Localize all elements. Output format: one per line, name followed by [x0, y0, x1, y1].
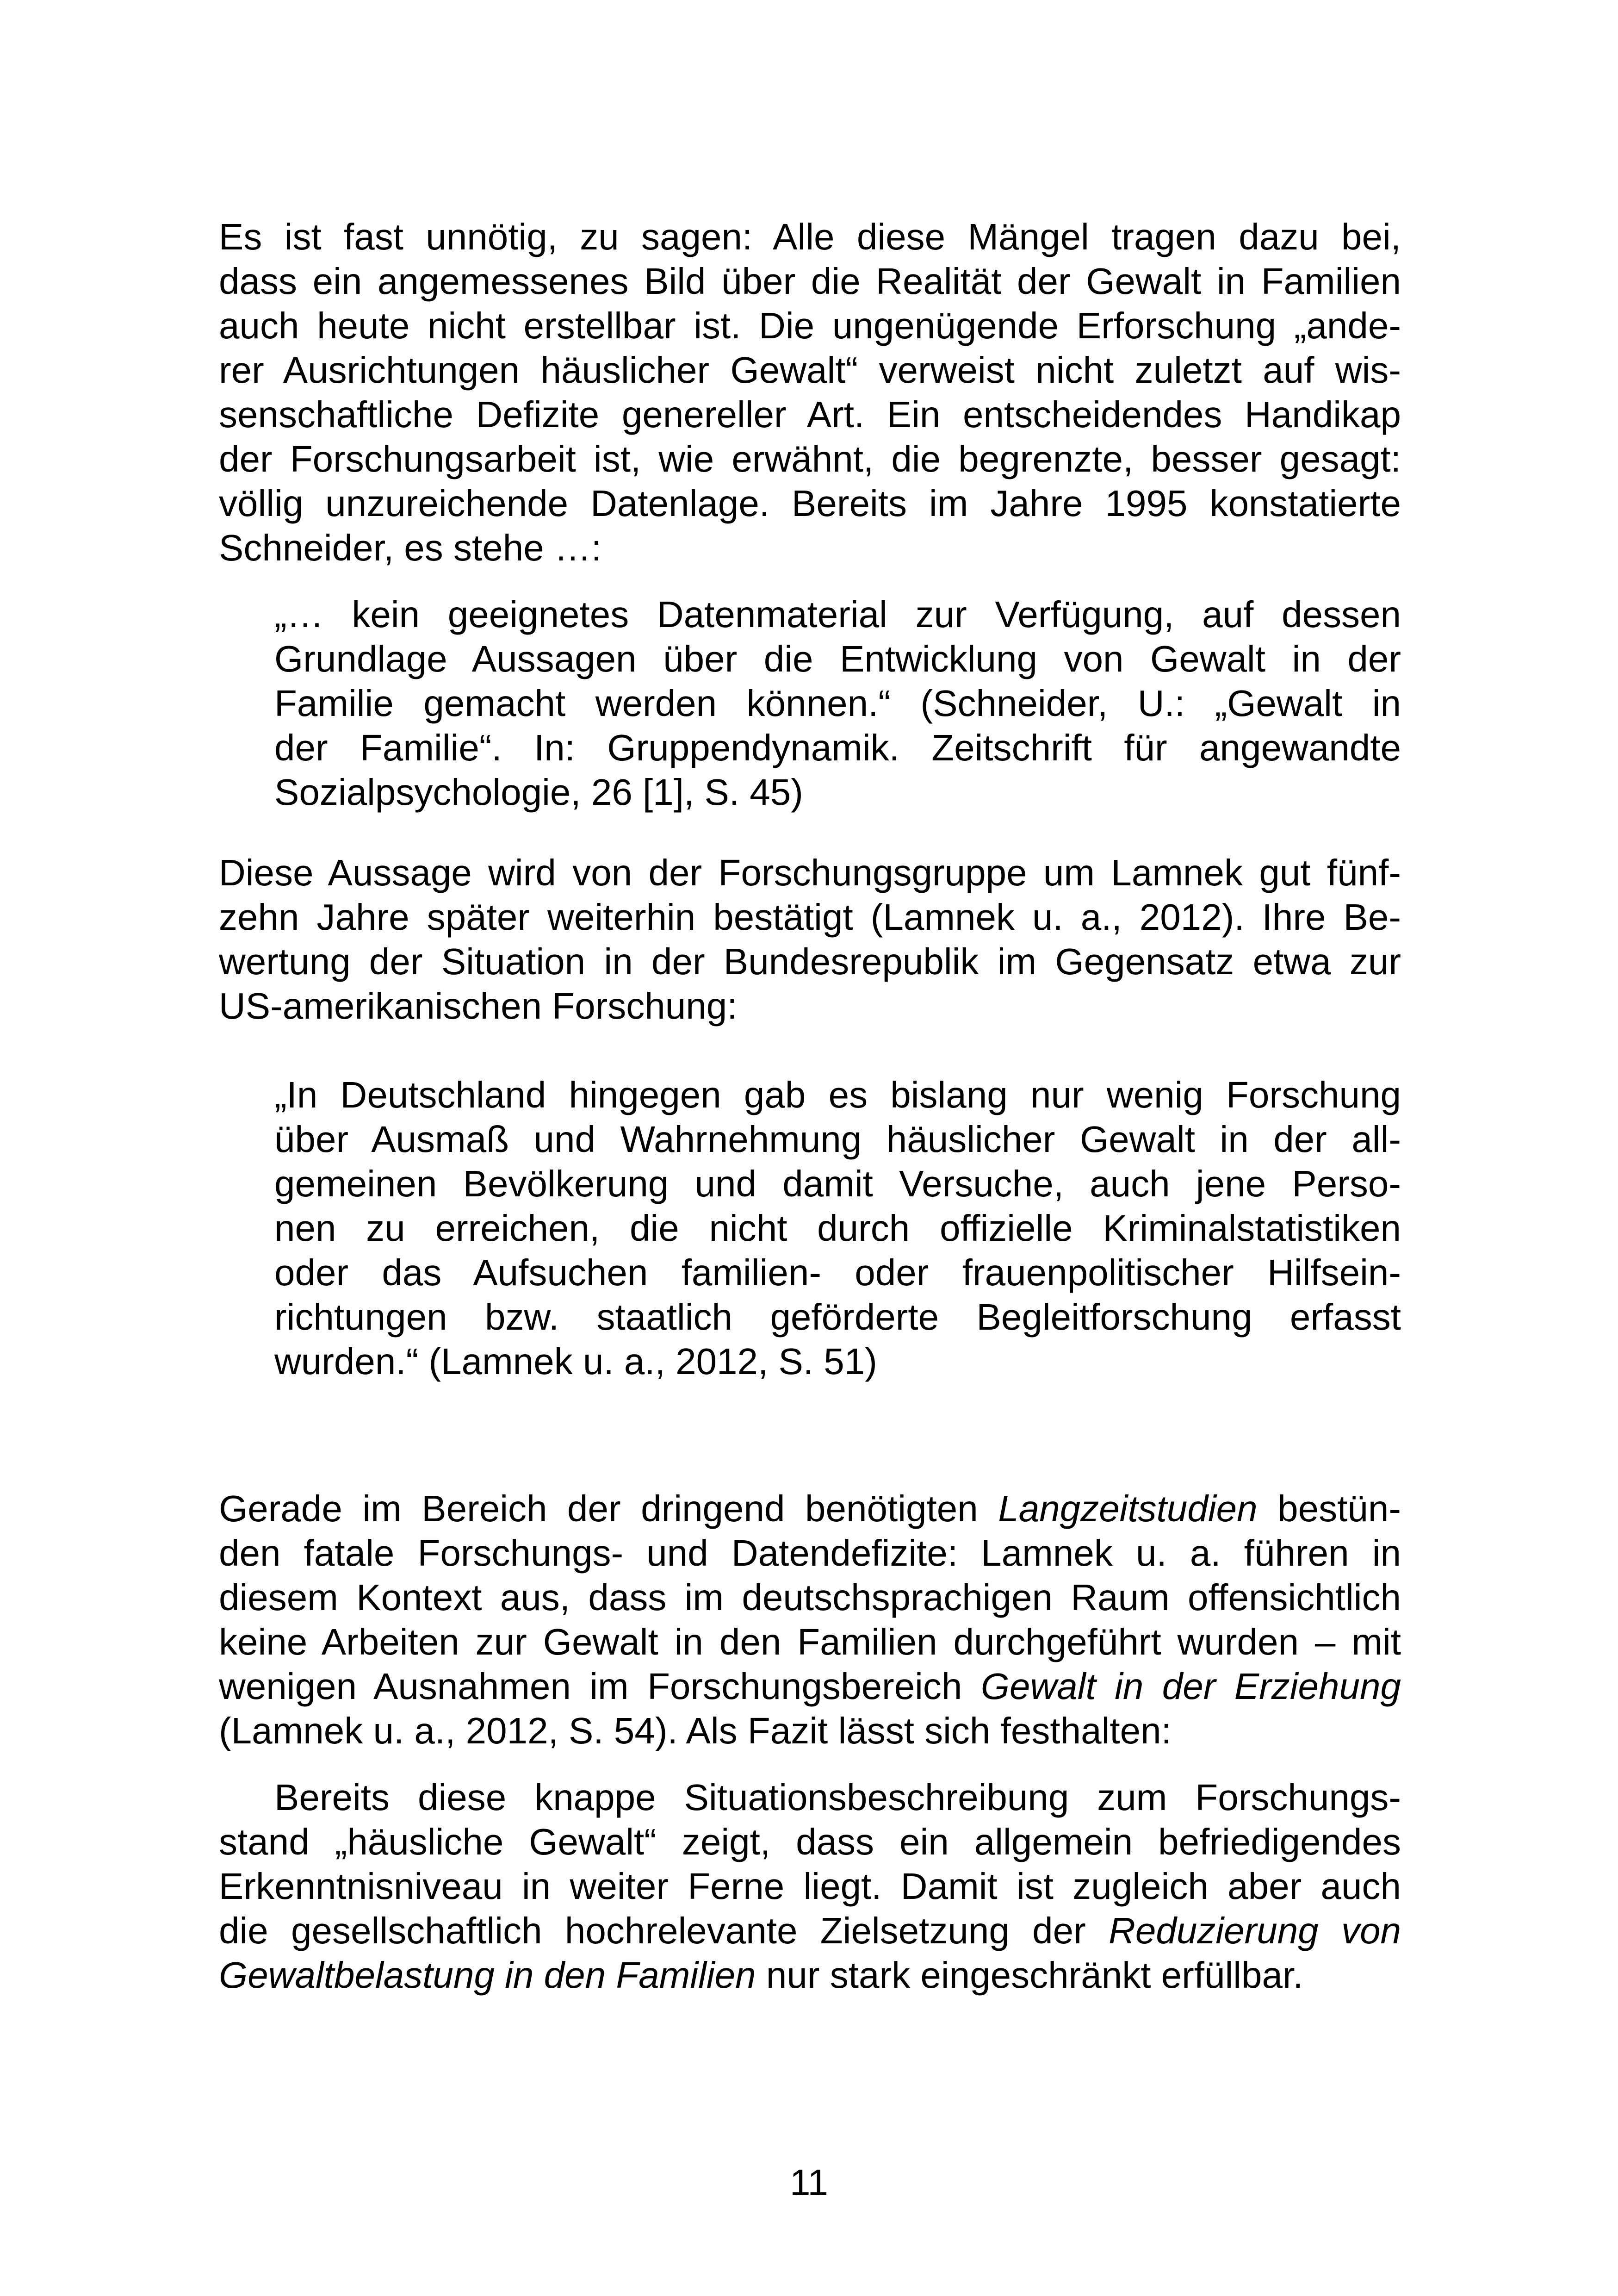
text-segment: diesem Kontext aus, dass im deutschsprachigen Raum offensichtlich [219, 1577, 1401, 1618]
text-line [219, 851, 1401, 895]
paragraph [219, 851, 1401, 1028]
text-segment: keine Arbeiten zur Gewalt in den Familien durchgeführt wurden – mit [219, 1621, 1401, 1662]
text-segment: US-amerikanischen Forschung: [219, 985, 738, 1027]
text-line [274, 1251, 1401, 1295]
text-line [274, 726, 1401, 770]
text-segment: Bereits diese knappe Situationsbeschreibung zum Forschungs- [274, 1777, 1401, 1818]
text-segment: über Ausmaß und Wahrnehmung häuslicher Gewalt in der all- [274, 1119, 1401, 1160]
text-line [274, 770, 1401, 815]
text-line [219, 1531, 1401, 1575]
text-segment: der Familie“. In: Gruppendynamik. Zeitschrift für angewandte [274, 727, 1401, 768]
text-line [219, 1775, 1401, 1820]
paragraph [219, 215, 1401, 570]
text-segment: „… kein geeignetes Datenmaterial zur Verfügung, auf dessen [274, 594, 1401, 635]
italic-text: Langzeitstudien [998, 1488, 1258, 1529]
text-line [219, 984, 1401, 1028]
text-line [219, 392, 1401, 437]
text-segment: Gerade im Bereich der dringend benötigten [219, 1488, 998, 1529]
text-line [219, 1820, 1401, 1864]
text-segment: bestün- [1257, 1488, 1401, 1529]
text-line [219, 259, 1401, 304]
text-line [219, 1664, 1401, 1709]
text-segment: gemeinen Bevölkerung und damit Versuche, auch jene Perso- [274, 1163, 1401, 1204]
text-segment: (Lamnek u. a., 2012, S. 54). Als Fazit lässt sich festhalten: [219, 1710, 1172, 1751]
text-line [219, 1709, 1401, 1753]
text-line [219, 1575, 1401, 1620]
text-line [219, 1864, 1401, 1909]
italic-text: Gewalt in der Erziehung [980, 1666, 1401, 1707]
text-line [219, 348, 1401, 392]
text-segment: Grundlage Aussagen über die Entwicklung von Gewalt in der [274, 638, 1401, 679]
text-line [274, 1073, 1401, 1117]
text-line [219, 304, 1401, 348]
text-segment: dass ein angemessenes Bild über die Realität der Gewalt in Familien [219, 261, 1401, 302]
text-line [219, 895, 1401, 940]
text-segment: der Forschungsarbeit ist, wie erwähnt, die begrenzte, besser gesagt: [219, 438, 1401, 479]
text-line [219, 1953, 1401, 1997]
text-segment: „In Deutschland hingegen gab es bislang nur wenig Forschung [274, 1074, 1401, 1115]
text-segment: zehn Jahre später weiterhin bestätigt (Lamnek u. a., 2012). Ihre Be- [219, 896, 1401, 938]
text-segment: senschaftliche Defizite genereller Art. Ein entscheidendes Handikap [219, 394, 1401, 435]
text-line [219, 215, 1401, 259]
text-segment: wenigen Ausnahmen im Forschungsbereich [219, 1666, 981, 1707]
italic-text: Reduzierung von [1109, 1910, 1401, 1951]
block-quote [274, 1073, 1401, 1384]
text-line [274, 592, 1401, 637]
text-line [274, 1339, 1401, 1384]
text-segment: den fatale Forschungs- und Datendefizite: Lamnek u. a. führen in [219, 1532, 1401, 1574]
text-segment: Familie gemacht werden können.“ (Schneider, U.: „Gewalt in [274, 683, 1401, 724]
text-segment: völlig unzureichende Datenlage. Bereits im Jahre 1995 konstatierte [219, 483, 1401, 524]
text-segment: wurden.“ (Lamnek u. a., 2012, S. 51) [274, 1341, 877, 1382]
text-segment: auch heute nicht erstellbar ist. Die ungenügende Erforschung „ande- [219, 305, 1401, 346]
text-segment: nur stark eingeschränkt erfüllbar. [756, 1954, 1303, 1996]
text-segment: Es ist fast unnötig, zu sagen: Alle diese Mängel tragen dazu bei, [219, 216, 1401, 257]
text-line [274, 1162, 1401, 1206]
block-quote [274, 592, 1401, 815]
text-segment: rer Ausrichtungen häuslicher Gewalt“ verweist nicht zuletzt auf wis- [219, 349, 1401, 391]
text-line [219, 481, 1401, 526]
text-line [274, 1295, 1401, 1339]
text-segment: die gesellschaftlich hochrelevante Zielsetzung der [219, 1910, 1109, 1951]
text-line [274, 637, 1401, 681]
text-segment: nen zu erreichen, die nicht durch offizielle Kriminalstatistiken [274, 1207, 1401, 1249]
text-line [219, 1620, 1401, 1664]
italic-text: Gewaltbelastung in den Familien [219, 1954, 756, 1996]
text-line [219, 437, 1401, 481]
text-line [274, 681, 1401, 726]
page-number: 11 [789, 2162, 829, 2203]
text-line [219, 1909, 1401, 1953]
text-segment: Diese Aussage wird von der Forschungsgruppe um Lamnek gut fünf- [219, 852, 1401, 893]
text-segment: wertung der Situation in der Bundesrepublik im Gegensatz etwa zur [219, 941, 1401, 982]
text-line [274, 1206, 1401, 1251]
text-segment: oder das Aufsuchen familien- oder frauenpolitischer Hilfsein- [274, 1252, 1401, 1293]
text-segment: Schneider, es stehe …: [219, 527, 602, 568]
text-line [219, 940, 1401, 984]
paragraph [219, 1775, 1401, 1997]
text-segment: stand „häusliche Gewalt“ zeigt, dass ein allgemein befriedigendes [219, 1821, 1401, 1862]
paragraph [219, 1487, 1401, 1753]
text-line [274, 1117, 1401, 1162]
text-line [219, 526, 1401, 570]
text-segment: Erkenntnisniveau in weiter Ferne liegt. Damit ist zugleich aber auch [219, 1866, 1401, 1907]
text-line [219, 1487, 1401, 1531]
text-segment: richtungen bzw. staatlich geförderte Begleitforschung erfasst [274, 1296, 1401, 1338]
text-segment: Sozialpsychologie, 26 [1], S. 45) [274, 772, 803, 813]
